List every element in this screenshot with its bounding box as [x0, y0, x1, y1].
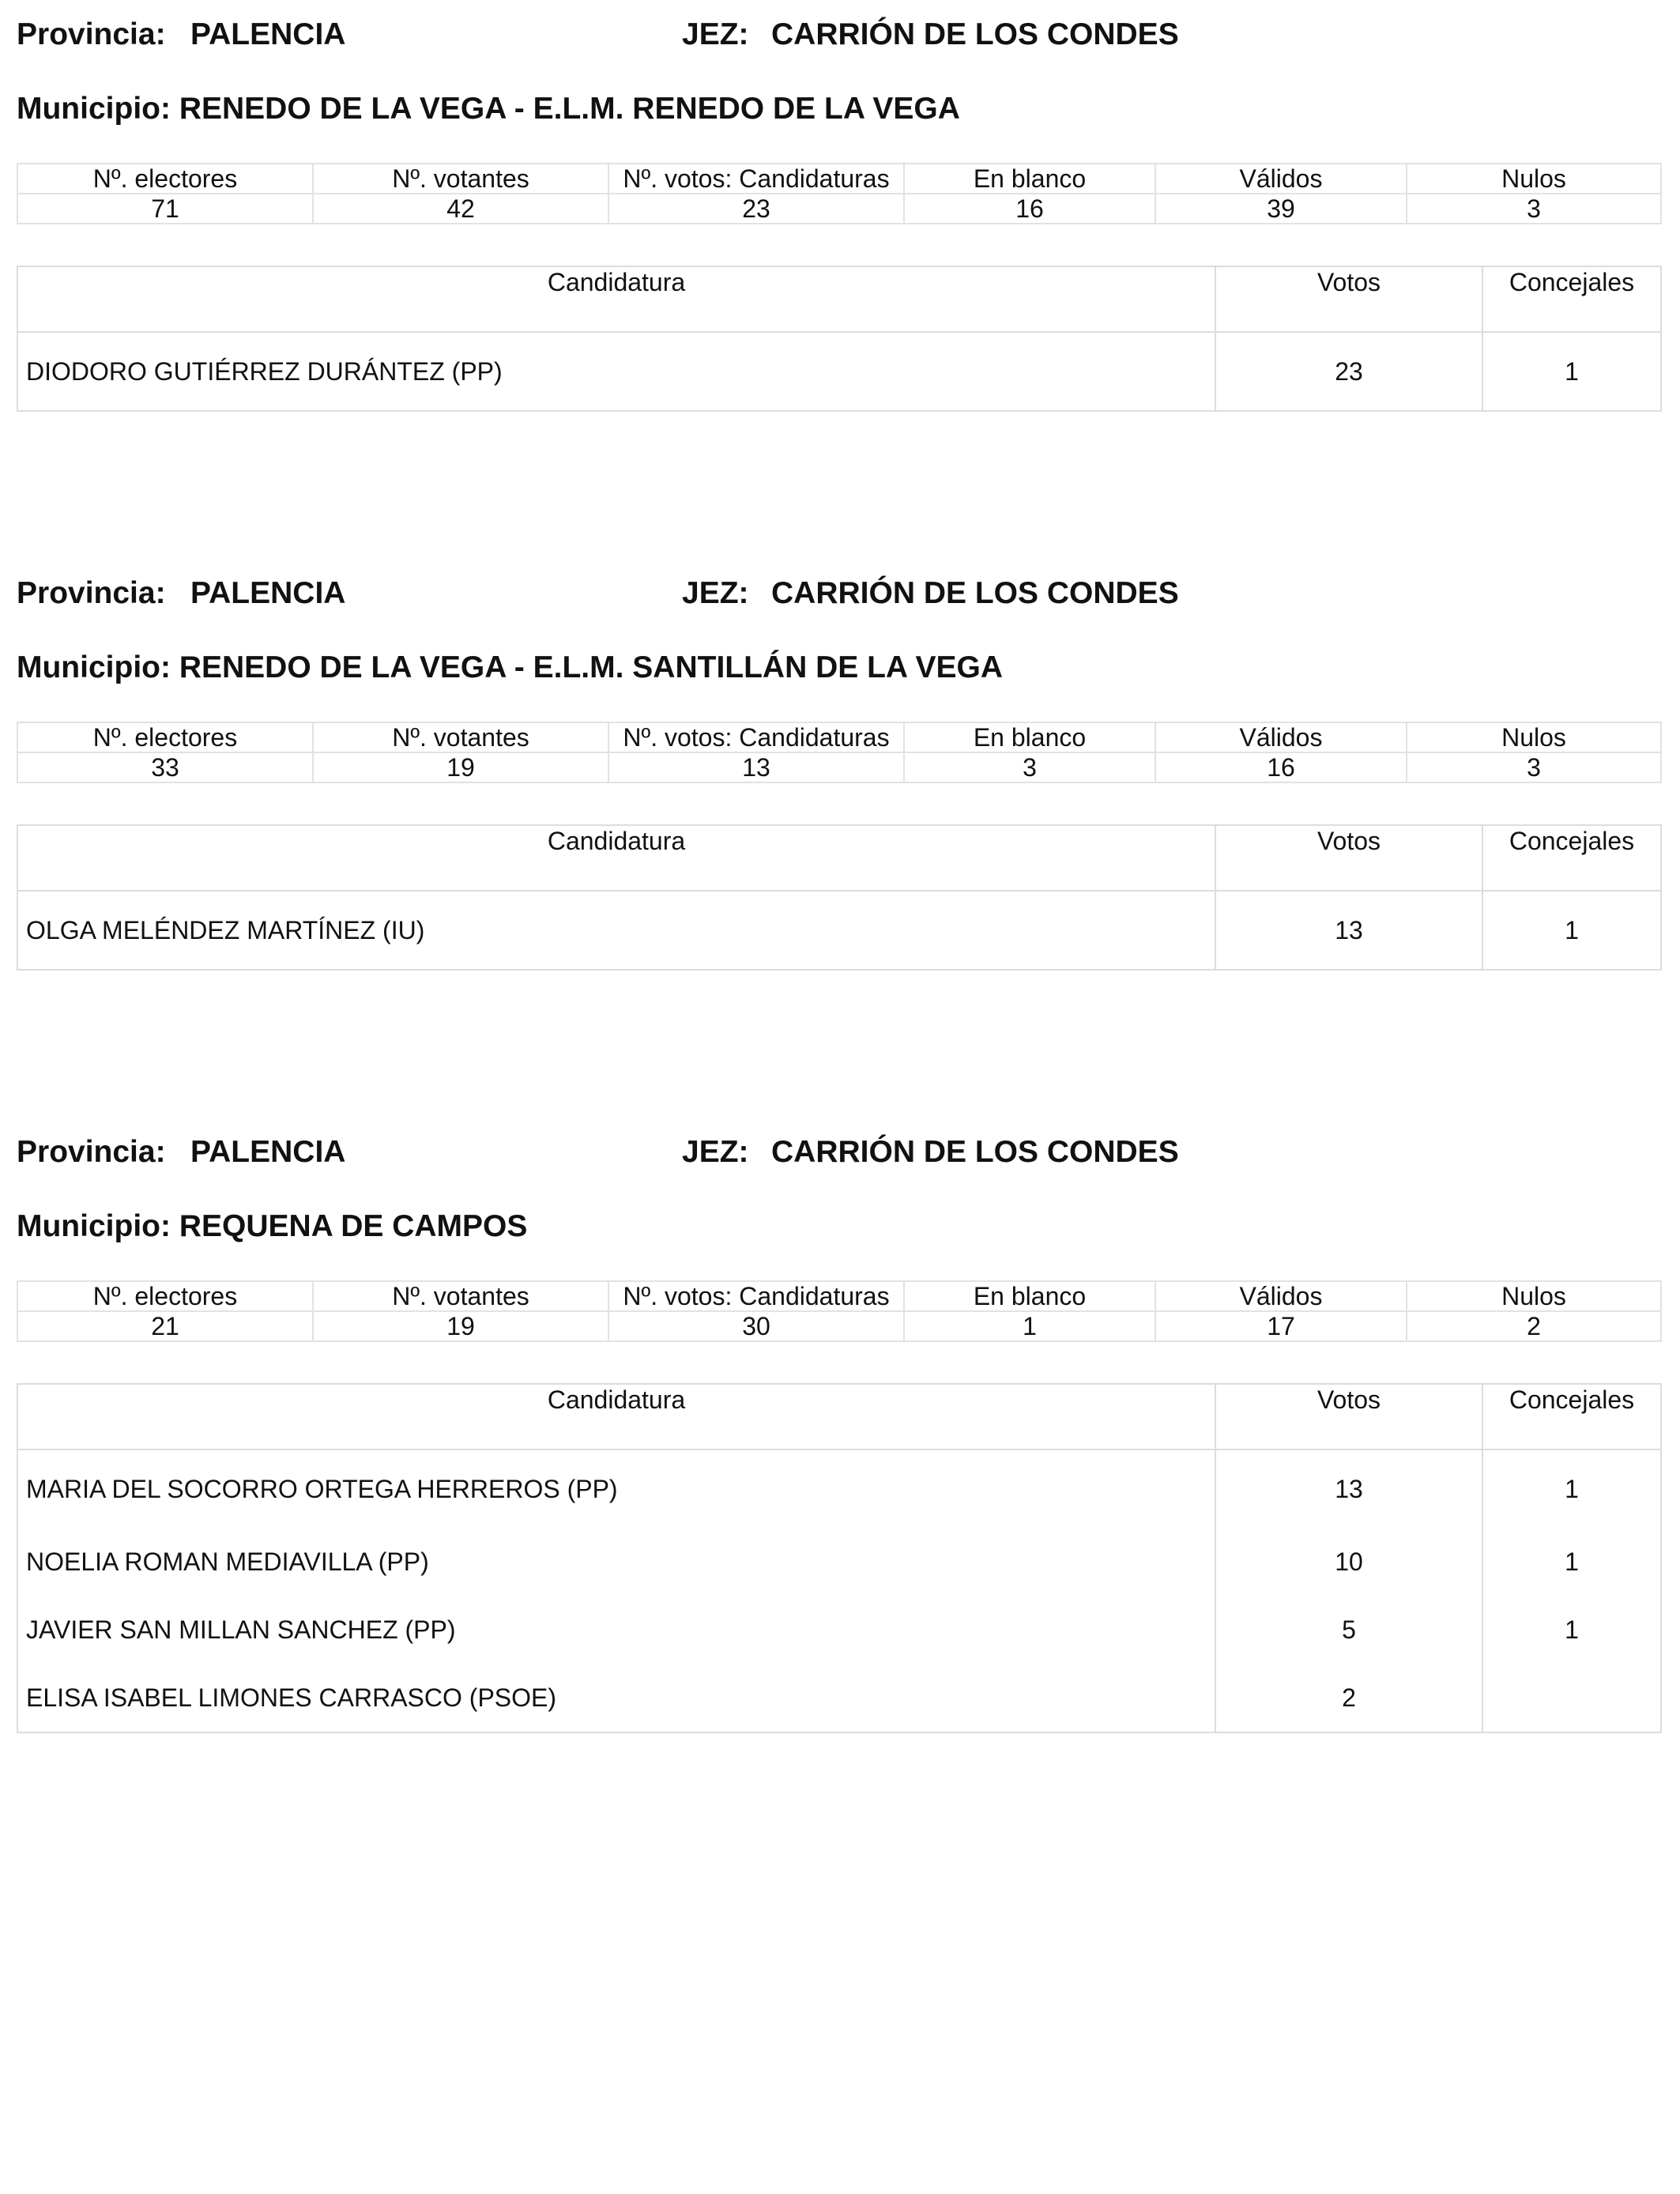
- candidates-header-row: [17, 825, 1661, 891]
- stats-header-cell: Nulos: [1407, 1281, 1661, 1311]
- stats-value-cell: 16: [1155, 752, 1407, 782]
- candidates-header-row: [17, 266, 1661, 332]
- stats-value-row: [17, 194, 1661, 224]
- candidate-row: [17, 1449, 1661, 1528]
- candidate-concejales: 1: [1482, 1596, 1661, 1664]
- municipio-line: [17, 92, 960, 131]
- municipio-line: [17, 1209, 527, 1249]
- candidates-table: [17, 1383, 1662, 1733]
- stats-header-row: [17, 1281, 1661, 1311]
- provincia-label: Provincia:: [17, 576, 166, 610]
- stats-table: [17, 163, 1662, 224]
- stats-header-cell: Nulos: [1407, 722, 1661, 752]
- stats-header-cell: Nº. electores: [17, 164, 313, 194]
- provincia-label: Provincia:: [17, 17, 166, 51]
- jez-value: CARRIÓN DE LOS CONDES: [771, 576, 1179, 610]
- stats-header-cell: Nº. votantes: [313, 1281, 608, 1311]
- jez-value: CARRIÓN DE LOS CONDES: [771, 17, 1179, 51]
- stats-header-row: [17, 164, 1661, 194]
- jez-value: CARRIÓN DE LOS CONDES: [771, 1135, 1179, 1169]
- stats-value-cell: 3: [1407, 194, 1661, 224]
- candidate-row: [17, 891, 1661, 970]
- votos-header: Votos: [1215, 266, 1482, 332]
- candidate-votos: 13: [1215, 1449, 1482, 1528]
- stats-value-cell: 16: [904, 194, 1155, 224]
- candidate-votos: 2: [1215, 1664, 1482, 1732]
- stats-value-cell: 42: [313, 194, 608, 224]
- stats-value-cell: 13: [608, 752, 904, 782]
- concejales-header: Concejales: [1482, 825, 1661, 891]
- municipio-label: Municipio:: [17, 1209, 171, 1243]
- municipio-value: RENEDO DE LA VEGA - E.L.M. SANTILLÁN DE LA VEGA: [179, 650, 1004, 684]
- stats-header-cell: Nulos: [1407, 164, 1661, 194]
- candidatura-header: Candidatura: [17, 1384, 1215, 1449]
- result-block-requena-de-campos: [17, 1135, 1660, 1736]
- candidate-concejales: 1: [1482, 332, 1661, 411]
- concejales-header: Concejales: [1482, 1384, 1661, 1449]
- provincia-value: PALENCIA: [190, 17, 346, 51]
- stats-header-cell: Nº. votos: Candidaturas: [608, 164, 904, 194]
- candidate-votos: 5: [1215, 1596, 1482, 1664]
- stats-header-cell: Nº. electores: [17, 1281, 313, 1311]
- stats-value-cell: 33: [17, 752, 313, 782]
- candidate-name: DIODORO GUTIÉRREZ DURÁNTEZ (PP): [17, 332, 1215, 411]
- stats-value-cell: 3: [904, 752, 1155, 782]
- municipio-label: Municipio:: [17, 92, 171, 126]
- stats-value-cell: 2: [1407, 1311, 1661, 1341]
- jez-label: JEZ:: [682, 1135, 749, 1169]
- candidate-name: ELISA ISABEL LIMONES CARRASCO (PSOE): [17, 1664, 1215, 1732]
- stats-value-cell: 30: [608, 1311, 904, 1341]
- candidate-name: OLGA MELÉNDEZ MARTÍNEZ (IU): [17, 891, 1215, 970]
- stats-header-cell: Nº. votos: Candidaturas: [608, 1281, 904, 1311]
- candidate-name: NOELIA ROMAN MEDIAVILLA (PP): [17, 1528, 1215, 1596]
- candidate-name: MARIA DEL SOCORRO ORTEGA HERREROS (PP): [17, 1449, 1215, 1528]
- stats-header-row: [17, 722, 1661, 752]
- stats-value-cell: 17: [1155, 1311, 1407, 1341]
- municipio-value: REQUENA DE CAMPOS: [179, 1209, 528, 1243]
- votos-header: Votos: [1215, 1384, 1482, 1449]
- stats-value-cell: 1: [904, 1311, 1155, 1341]
- provincia-value: PALENCIA: [190, 576, 346, 610]
- stats-header-cell: Nº. votantes: [313, 164, 608, 194]
- stats-table: [17, 722, 1662, 783]
- municipio-label: Municipio:: [17, 650, 171, 684]
- stats-header-cell: En blanco: [904, 164, 1155, 194]
- jez-label: JEZ:: [682, 17, 749, 51]
- candidate-row: [17, 332, 1661, 411]
- stats-header-cell: En blanco: [904, 1281, 1155, 1311]
- candidate-concejales: 1: [1482, 1528, 1661, 1596]
- stats-header-cell: Nº. votantes: [313, 722, 608, 752]
- stats-value-cell: 3: [1407, 752, 1661, 782]
- stats-header-cell: Nº. votos: Candidaturas: [608, 722, 904, 752]
- candidate-votos: 23: [1215, 332, 1482, 411]
- candidate-concejales: 1: [1482, 891, 1661, 970]
- stats-value-cell: 19: [313, 752, 608, 782]
- stats-table: [17, 1280, 1662, 1342]
- candidatura-header: Candidatura: [17, 825, 1215, 891]
- stats-value-cell: 19: [313, 1311, 608, 1341]
- candidate-row: [17, 1528, 1661, 1596]
- provincia-value: PALENCIA: [190, 1135, 346, 1169]
- candidates-header-row: [17, 1384, 1661, 1449]
- municipio-line: [17, 650, 1003, 690]
- candidates-table: [17, 824, 1662, 971]
- stats-header-cell: Válidos: [1155, 722, 1407, 752]
- stats-value-cell: 21: [17, 1311, 313, 1341]
- stats-header-cell: Válidos: [1155, 164, 1407, 194]
- candidates-table: [17, 266, 1662, 412]
- candidate-row: [17, 1664, 1661, 1732]
- stats-value-row: [17, 752, 1661, 782]
- stats-header-cell: En blanco: [904, 722, 1155, 752]
- candidate-votos: 13: [1215, 891, 1482, 970]
- stats-value-cell: 23: [608, 194, 904, 224]
- result-block-renedo-de-la-vega: [17, 17, 1660, 397]
- result-block-santillan-de-la-vega: [17, 576, 1660, 956]
- candidate-concejales: 1: [1482, 1449, 1661, 1528]
- stats-value-cell: 71: [17, 194, 313, 224]
- votos-header: Votos: [1215, 825, 1482, 891]
- candidate-row: [17, 1596, 1661, 1664]
- provincia-label: Provincia:: [17, 1135, 166, 1169]
- jez-label: JEZ:: [682, 576, 749, 610]
- stats-header-cell: Nº. electores: [17, 722, 313, 752]
- stats-value-row: [17, 1311, 1661, 1341]
- stats-value-cell: 39: [1155, 194, 1407, 224]
- candidate-name: JAVIER SAN MILLAN SANCHEZ (PP): [17, 1596, 1215, 1664]
- stats-header-cell: Válidos: [1155, 1281, 1407, 1311]
- concejales-header: Concejales: [1482, 266, 1661, 332]
- candidate-votos: 10: [1215, 1528, 1482, 1596]
- candidatura-header: Candidatura: [17, 266, 1215, 332]
- candidate-concejales: [1482, 1664, 1661, 1732]
- municipio-value: RENEDO DE LA VEGA - E.L.M. RENEDO DE LA VEGA: [179, 92, 960, 126]
